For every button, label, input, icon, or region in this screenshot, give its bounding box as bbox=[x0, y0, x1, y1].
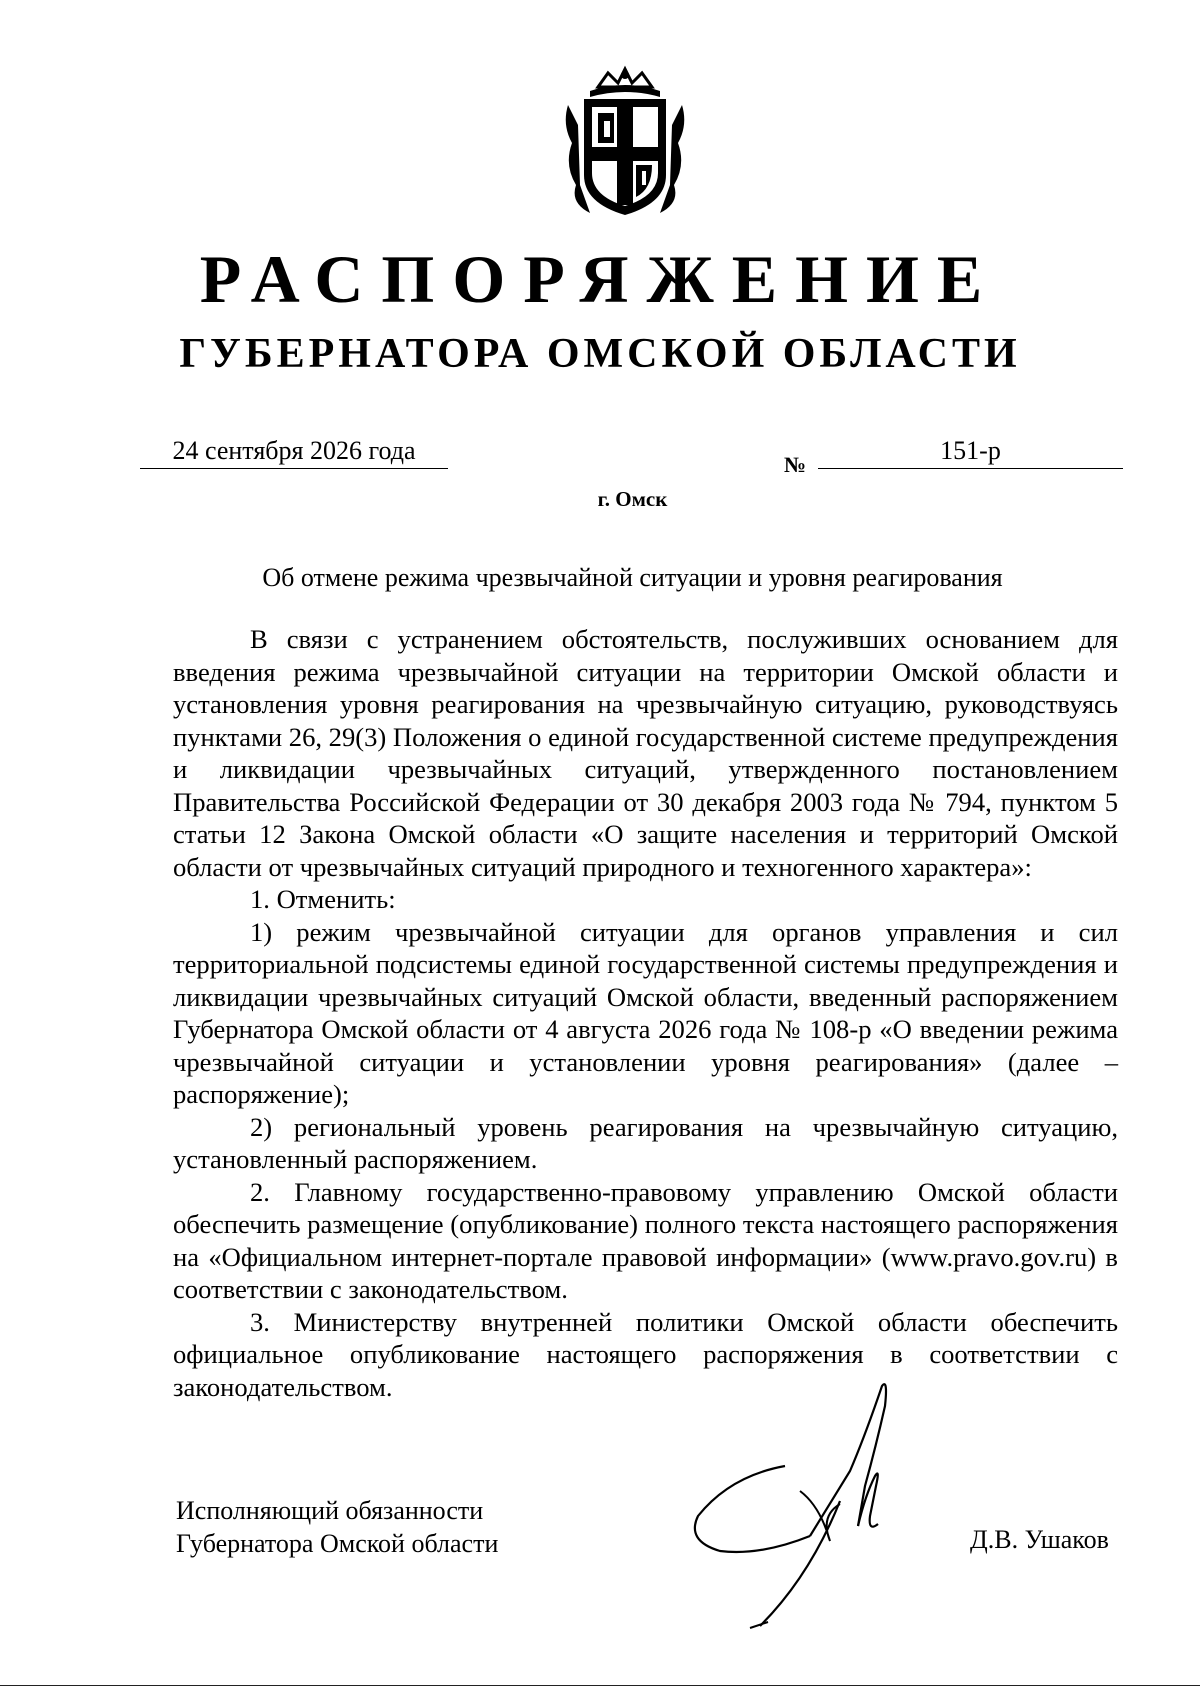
clause-1-1: 1) режим чрезвычайной ситуации для органов управления и сил территориальной подсистемы единой государственной системы предупреждения и ликвидации чрезвычайных ситуаций Омской области, введенный распоряжением Губернатора Омской области от 4 августа 2026 года № 108-р «О введении режима чрезвычайной ситуации и установлении уровня реагирования» (далее – распоряжение); bbox=[173, 916, 1118, 1109]
page-bottom-rule bbox=[0, 1685, 1200, 1686]
signatory-position bbox=[176, 1494, 498, 1560]
number-label: № bbox=[784, 452, 807, 477]
document-title: РАСПОРЯЖЕНИЕ bbox=[199, 241, 1001, 317]
clause-1: 1. Отменить: bbox=[250, 884, 396, 914]
document-city: г. Омск bbox=[597, 487, 668, 511]
document-body bbox=[173, 623, 1118, 1403]
document-subject: Об отмене режима чрезвычайной ситуации и уровня реагирования bbox=[262, 563, 1003, 592]
handwritten-signature bbox=[690, 1376, 950, 1636]
document-number: 151-р bbox=[818, 436, 1123, 469]
clause-2: 2. Главному государственно-правовому управлению Омской области обеспечить размещение (опубликование) полного текста настоящего распоряжения на «Официальном интернет-портале правовой информации» (www.pravo.gov.ru) в соответствии с законодательством. bbox=[173, 1176, 1118, 1304]
signatory-name: Д.В. Ушаков bbox=[970, 1525, 1109, 1554]
clause-3: 3. Министерству внутренней политики Омской области обеспечить официальное опубликование настоящего распоряжения в соответствии с законодательством. bbox=[173, 1306, 1118, 1402]
signatory-position-line-1: Исполняющий обязанности bbox=[176, 1496, 484, 1525]
coat-of-arms-icon bbox=[560, 65, 690, 220]
document-subtitle: ГУБЕРНАТОРА ОМСКОЙ ОБЛАСТИ bbox=[179, 331, 1021, 377]
preamble-paragraph: В связи с устранением обстоятельств, послуживших основанием для введения режима чрезвычайной ситуации на территории Омской области и установления уровня реагирования на чрезвычайную ситуацию, руководствуясь пунктами 26, 29(3) Положения о единой государственной системе предупреждения и ликвидации чрезвычайных ситуаций, утвержденного постановлением Правительства Российской Федерации от 30 декабря 2003 года № 794, пунктом 5 статьи 12 Закона Омской области «О защите населения и территорий Омской области от чрезвычайных ситуаций природного и техногенного характера»: bbox=[173, 624, 1118, 882]
document-date: 24 сентября 2026 года bbox=[140, 436, 448, 469]
signatory-position-line-2: Губернатора Омской области bbox=[176, 1529, 499, 1558]
clause-1-2: 2) региональный уровень реагирования на чрезвычайную ситуацию, установленный распоряжением. bbox=[173, 1111, 1118, 1174]
